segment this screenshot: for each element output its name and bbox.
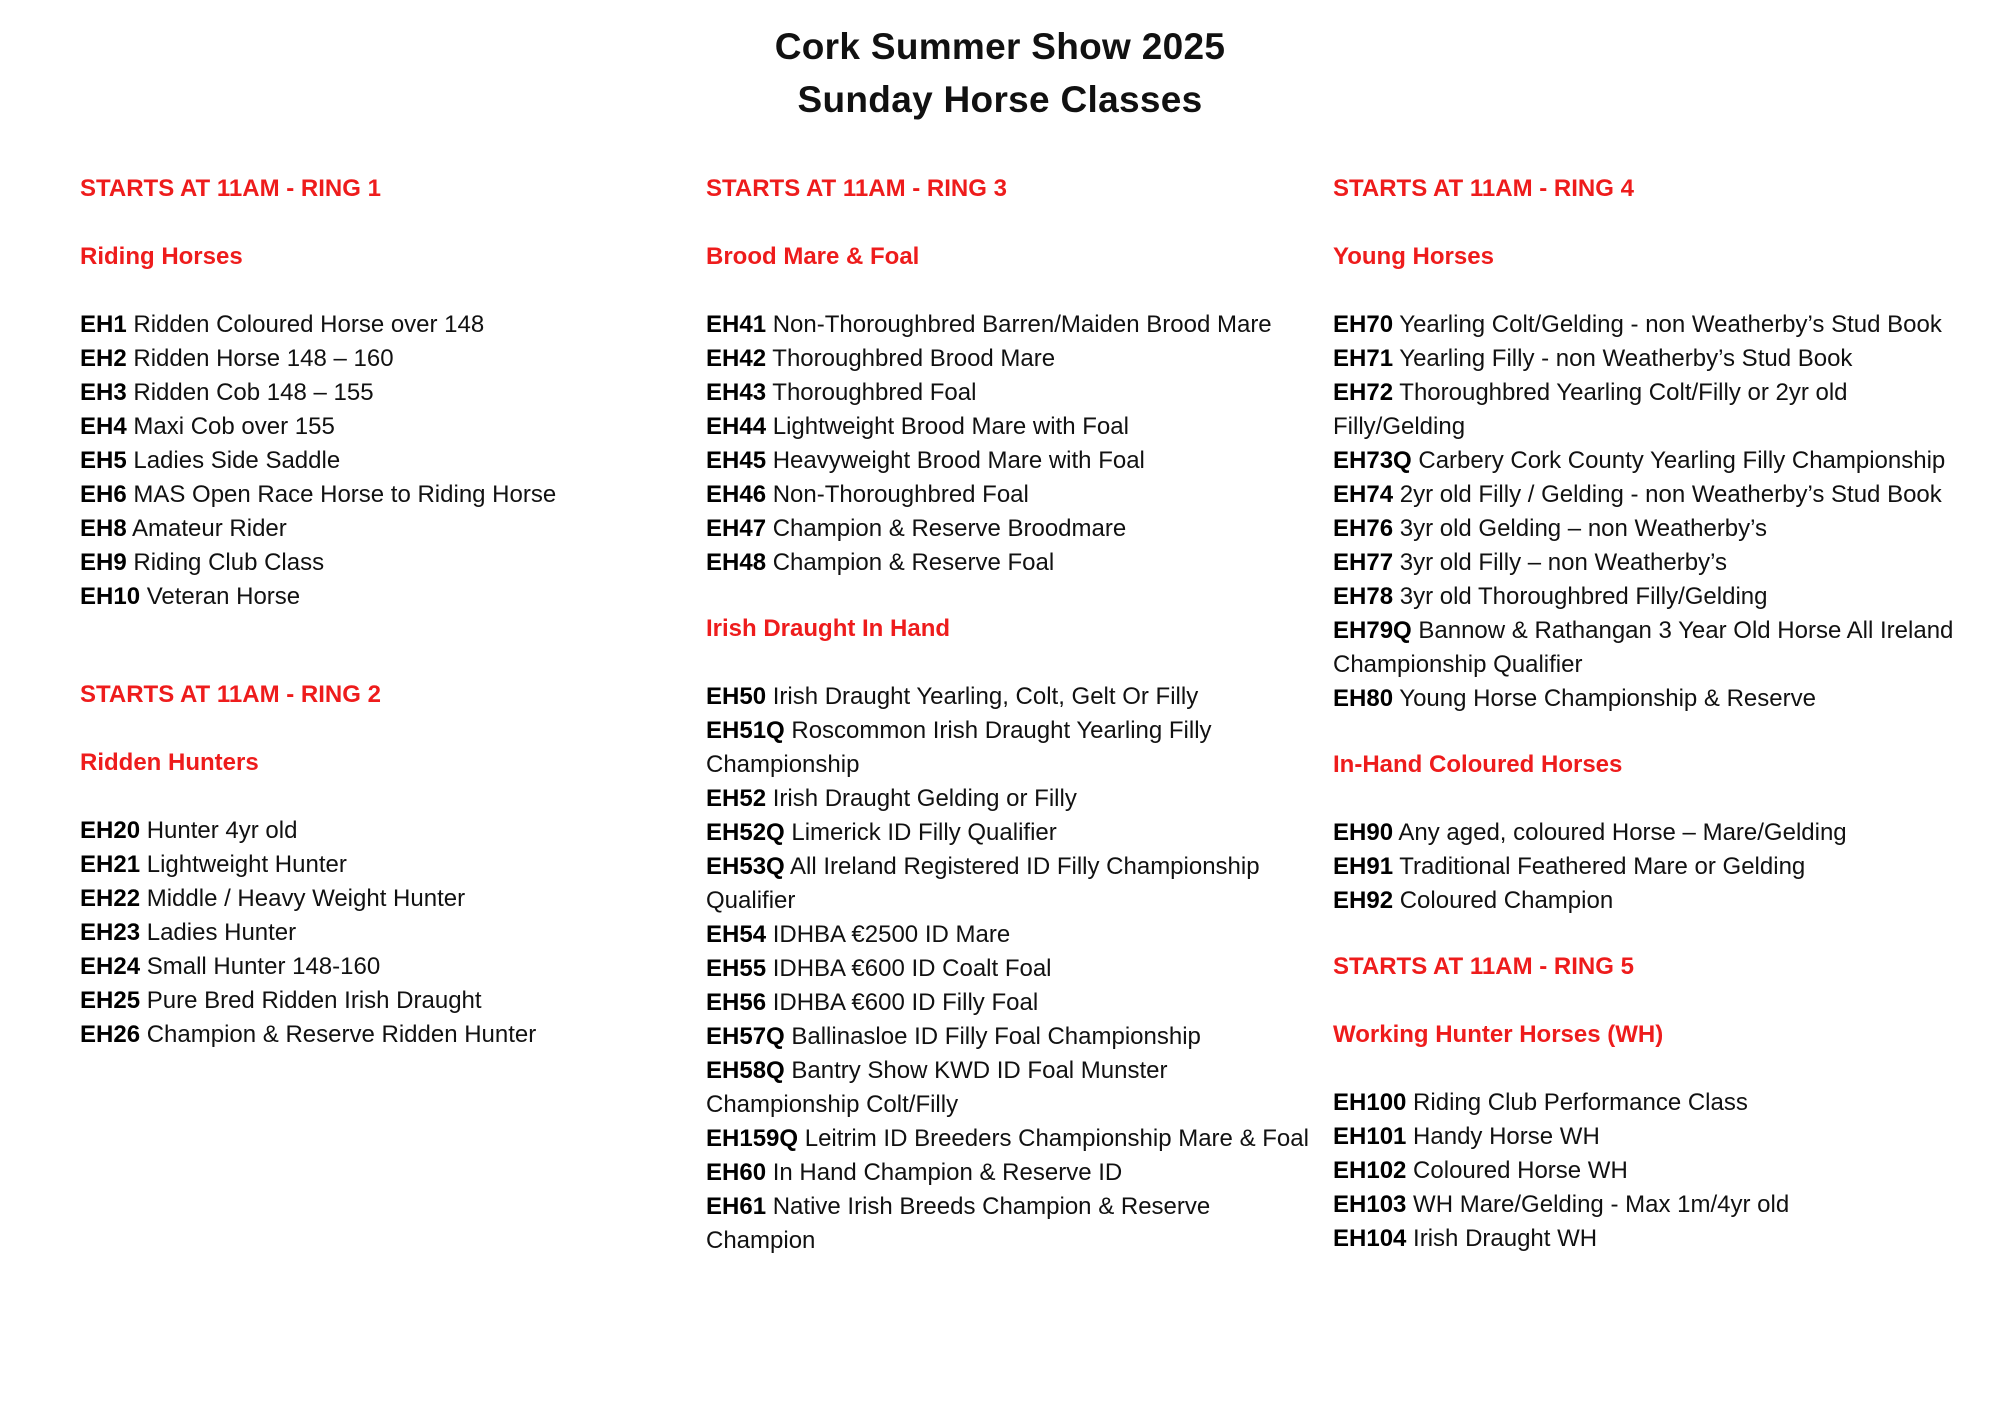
class-list xyxy=(706,308,1316,580)
class-name: Hunter 4yr old xyxy=(140,817,298,844)
title-line-1: Cork Summer Show 2025 xyxy=(774,26,1226,67)
class-code: EH3 xyxy=(80,379,127,406)
class-code: EH23 xyxy=(80,919,141,946)
section-heading: Young Horses xyxy=(1333,243,1494,270)
class-code: EH104 xyxy=(1333,1225,1407,1252)
class-code: EH103 xyxy=(1333,1191,1407,1218)
class-code: EH1 xyxy=(80,311,127,338)
class-list xyxy=(1333,816,1973,918)
class-entry xyxy=(1333,1222,1973,1256)
class-entry xyxy=(1333,884,1973,918)
class-entry xyxy=(80,916,700,950)
class-entry xyxy=(80,882,700,916)
class-entry xyxy=(80,478,700,512)
class-entry xyxy=(80,546,700,580)
class-list xyxy=(1333,308,1973,716)
document-title xyxy=(0,20,2000,126)
class-name: Irish Draught Gelding or Filly xyxy=(766,785,1077,812)
class-entry xyxy=(706,986,1316,1020)
class-entry xyxy=(80,512,700,546)
class-entry xyxy=(1333,546,1973,580)
class-code: EH74 xyxy=(1333,481,1394,508)
class-name: Small Hunter 148-160 xyxy=(140,953,381,980)
class-code: EH10 xyxy=(80,583,141,610)
ring-heading: STARTS AT 11AM - RING 2 xyxy=(80,681,381,708)
class-code: EH24 xyxy=(80,953,141,980)
class-code: EH6 xyxy=(80,481,127,508)
class-name: Non-Thoroughbred Barren/Maiden Brood Mare xyxy=(766,311,1272,338)
class-entry xyxy=(1333,1086,1973,1120)
class-entry xyxy=(80,814,700,848)
column-1 xyxy=(80,172,700,1052)
class-name: Champion & Reserve Broodmare xyxy=(766,515,1127,542)
section-heading: Riding Horses xyxy=(80,243,243,270)
class-code: EH52 xyxy=(706,785,767,812)
class-list xyxy=(1333,1086,1973,1256)
class-entry xyxy=(1333,850,1973,884)
class-name: Pure Bred Ridden Irish Draught xyxy=(140,987,482,1014)
class-code: EH61 xyxy=(706,1193,767,1220)
class-name: Bannow & Rathangan 3 Year Old Horse All Ireland Championship Qualifier xyxy=(1333,617,1954,678)
class-name: Riding Club Class xyxy=(126,549,325,576)
class-code: EH46 xyxy=(706,481,767,508)
class-entry xyxy=(706,850,1316,918)
class-entry xyxy=(80,444,700,478)
class-code: EH90 xyxy=(1333,819,1394,846)
class-code: EH92 xyxy=(1333,887,1394,914)
ring-heading: STARTS AT 11AM - RING 5 xyxy=(1333,953,1634,980)
class-code: EH50 xyxy=(706,683,767,710)
class-name: Thoroughbred Brood Mare xyxy=(766,345,1056,372)
class-name: Ridden Cob 148 – 155 xyxy=(126,379,374,406)
class-name: 3yr old Filly – non Weatherby’s xyxy=(1393,549,1727,576)
class-name: In Hand Champion & Reserve ID xyxy=(766,1159,1123,1186)
class-name: Bantry Show KWD ID Foal Munster Championship Colt/Filly xyxy=(706,1057,1168,1118)
class-code: EH60 xyxy=(706,1159,767,1186)
class-entry xyxy=(1333,614,1973,682)
class-code: EH55 xyxy=(706,955,767,982)
class-code: EH54 xyxy=(706,921,767,948)
class-name: Traditional Feathered Mare or Gelding xyxy=(1393,853,1806,880)
class-code: EH72 xyxy=(1333,379,1394,406)
class-name: Ballinasloe ID Filly Foal Championship xyxy=(784,1023,1201,1050)
class-code: EH43 xyxy=(706,379,767,406)
class-name: Lightweight Hunter xyxy=(140,851,347,878)
class-name: Riding Club Performance Class xyxy=(1406,1089,1748,1116)
class-code: EH47 xyxy=(706,515,767,542)
class-code: EH102 xyxy=(1333,1157,1407,1184)
class-code: EH78 xyxy=(1333,583,1394,610)
class-name: Champion & Reserve Ridden Hunter xyxy=(140,1021,537,1048)
class-entry xyxy=(706,478,1316,512)
class-code: EH52Q xyxy=(706,819,785,846)
class-code: EH91 xyxy=(1333,853,1394,880)
class-entry xyxy=(1333,1154,1973,1188)
class-entry xyxy=(1333,376,1973,444)
class-name: IDHBA €2500 ID Mare xyxy=(766,921,1011,948)
class-code: EH58Q xyxy=(706,1057,785,1084)
class-entry xyxy=(706,952,1316,986)
class-entry xyxy=(706,816,1316,850)
class-name: Yearling Filly - non Weatherby’s Stud Book xyxy=(1393,345,1853,372)
class-name: Native Irish Breeds Champion & Reserve Champion xyxy=(706,1193,1211,1254)
class-list xyxy=(706,680,1316,1258)
class-code: EH9 xyxy=(80,549,127,576)
class-code: EH41 xyxy=(706,311,767,338)
section-heading: Brood Mare & Foal xyxy=(706,243,920,270)
class-name: Coloured Champion xyxy=(1393,887,1614,914)
class-list xyxy=(80,308,700,614)
class-code: EH48 xyxy=(706,549,767,576)
class-name: Non-Thoroughbred Foal xyxy=(766,481,1029,508)
class-name: Young Horse Championship & Reserve xyxy=(1393,685,1816,712)
column-3 xyxy=(1333,172,1973,1256)
class-code: EH21 xyxy=(80,851,141,878)
class-entry xyxy=(706,444,1316,478)
class-name: Veteran Horse xyxy=(140,583,301,610)
class-entry xyxy=(1333,816,1973,850)
class-code: EH8 xyxy=(80,515,127,542)
class-name: Thoroughbred Foal xyxy=(766,379,977,406)
class-entry xyxy=(80,410,700,444)
class-entry xyxy=(706,1020,1316,1054)
class-entry xyxy=(80,1018,700,1052)
class-entry xyxy=(706,782,1316,816)
class-code: EH25 xyxy=(80,987,141,1014)
class-entry xyxy=(1333,478,1973,512)
class-name: Maxi Cob over 155 xyxy=(126,413,335,440)
class-entry xyxy=(706,512,1316,546)
class-code: EH45 xyxy=(706,447,767,474)
class-name: Irish Draught WH xyxy=(1406,1225,1598,1252)
class-name: Coloured Horse WH xyxy=(1406,1157,1628,1184)
spacer xyxy=(706,580,1316,612)
class-entry xyxy=(1333,580,1973,614)
class-code: EH77 xyxy=(1333,549,1394,576)
class-code: EH101 xyxy=(1333,1123,1407,1150)
class-entry xyxy=(706,680,1316,714)
class-entry xyxy=(80,950,700,984)
section-heading: Working Hunter Horses (WH) xyxy=(1333,1021,1664,1048)
ring-heading: STARTS AT 11AM - RING 3 xyxy=(706,175,1007,202)
class-entry xyxy=(80,848,700,882)
column-2 xyxy=(706,172,1316,1258)
class-name: Amateur Rider xyxy=(126,515,287,542)
class-name: All Ireland Registered ID Filly Championship Qualifier xyxy=(706,853,1260,914)
ring-heading: STARTS AT 11AM - RING 4 xyxy=(1333,175,1634,202)
title-line-2: Sunday Horse Classes xyxy=(797,79,1203,120)
class-entry xyxy=(706,342,1316,376)
class-code: EH71 xyxy=(1333,345,1394,372)
class-name: Limerick ID Filly Qualifier xyxy=(784,819,1057,846)
class-code: EH53Q xyxy=(706,853,785,880)
class-name: Champion & Reserve Foal xyxy=(766,549,1055,576)
class-code: EH20 xyxy=(80,817,141,844)
class-name: Ladies Side Saddle xyxy=(126,447,341,474)
class-entry xyxy=(706,1190,1316,1258)
class-entry xyxy=(706,1054,1316,1122)
class-name: Leitrim ID Breeders Championship Mare & Foal xyxy=(798,1125,1309,1152)
class-entry xyxy=(706,1122,1316,1156)
section-heading: Ridden Hunters xyxy=(80,749,259,776)
class-code: EH70 xyxy=(1333,311,1394,338)
class-name: MAS Open Race Horse to Riding Horse xyxy=(126,481,557,508)
class-name: Ridden Coloured Horse over 148 xyxy=(126,311,485,338)
class-entry xyxy=(80,308,700,342)
class-name: Yearling Colt/Gelding - non Weatherby’s Stud Book xyxy=(1393,311,1942,338)
class-entry xyxy=(1333,1120,1973,1154)
class-name: IDHBA €600 ID Filly Foal xyxy=(766,989,1039,1016)
class-entry xyxy=(80,376,700,410)
spacer xyxy=(80,614,700,678)
class-entry xyxy=(706,308,1316,342)
class-code: EH100 xyxy=(1333,1089,1407,1116)
class-code: EH51Q xyxy=(706,717,785,744)
class-name: Roscommon Irish Draught Yearling Filly Championship xyxy=(706,717,1212,778)
class-name: Carbery Cork County Yearling Filly Championship xyxy=(1411,447,1946,474)
class-name: Handy Horse WH xyxy=(1406,1123,1600,1150)
class-code: EH22 xyxy=(80,885,141,912)
class-name: Heavyweight Brood Mare with Foal xyxy=(766,447,1145,474)
class-name: Ridden Horse 148 – 160 xyxy=(126,345,394,372)
class-entry xyxy=(80,580,700,614)
class-list xyxy=(80,814,700,1052)
ring-heading: STARTS AT 11AM - RING 1 xyxy=(80,175,381,202)
class-name: Thoroughbred Yearling Colt/Filly or 2yr old Filly/Gelding xyxy=(1333,379,1848,440)
spacer xyxy=(1333,918,1973,950)
class-name: Lightweight Brood Mare with Foal xyxy=(766,413,1129,440)
class-entry xyxy=(1333,444,1973,478)
class-entry xyxy=(80,984,700,1018)
section-heading: In-Hand Coloured Horses xyxy=(1333,751,1623,778)
class-code: EH4 xyxy=(80,413,127,440)
class-entry xyxy=(706,546,1316,580)
class-entry xyxy=(706,1156,1316,1190)
class-entry xyxy=(1333,682,1973,716)
class-entry xyxy=(1333,308,1973,342)
section-heading: Irish Draught In Hand xyxy=(706,615,951,642)
class-entry xyxy=(706,918,1316,952)
class-entry xyxy=(80,342,700,376)
class-name: Any aged, coloured Horse – Mare/Gelding xyxy=(1393,819,1847,846)
class-name: 3yr old Thoroughbred Filly/Gelding xyxy=(1393,583,1768,610)
class-name: IDHBA €600 ID Coalt Foal xyxy=(766,955,1052,982)
class-code: EH73Q xyxy=(1333,447,1412,474)
class-code: EH5 xyxy=(80,447,127,474)
spacer xyxy=(1333,716,1973,748)
class-entry xyxy=(1333,342,1973,376)
class-code: EH44 xyxy=(706,413,767,440)
class-entry xyxy=(706,376,1316,410)
class-code: EH79Q xyxy=(1333,617,1412,644)
class-name: Middle / Heavy Weight Hunter xyxy=(140,885,466,912)
class-code: EH159Q xyxy=(706,1125,799,1152)
class-name: 3yr old Gelding – non Weatherby’s xyxy=(1393,515,1768,542)
class-code: EH26 xyxy=(80,1021,141,1048)
class-entry xyxy=(1333,1188,1973,1222)
class-name: Ladies Hunter xyxy=(140,919,297,946)
class-code: EH2 xyxy=(80,345,127,372)
class-entry xyxy=(1333,512,1973,546)
class-code: EH42 xyxy=(706,345,767,372)
class-code: EH80 xyxy=(1333,685,1394,712)
class-entry xyxy=(706,410,1316,444)
class-entry xyxy=(706,714,1316,782)
class-name: Irish Draught Yearling, Colt, Gelt Or Filly xyxy=(766,683,1199,710)
class-name: 2yr old Filly / Gelding - non Weatherby’s Stud Book xyxy=(1393,481,1942,508)
class-code: EH56 xyxy=(706,989,767,1016)
class-code: EH76 xyxy=(1333,515,1394,542)
class-name: WH Mare/Gelding - Max 1m/4yr old xyxy=(1406,1191,1790,1218)
class-code: EH57Q xyxy=(706,1023,785,1050)
